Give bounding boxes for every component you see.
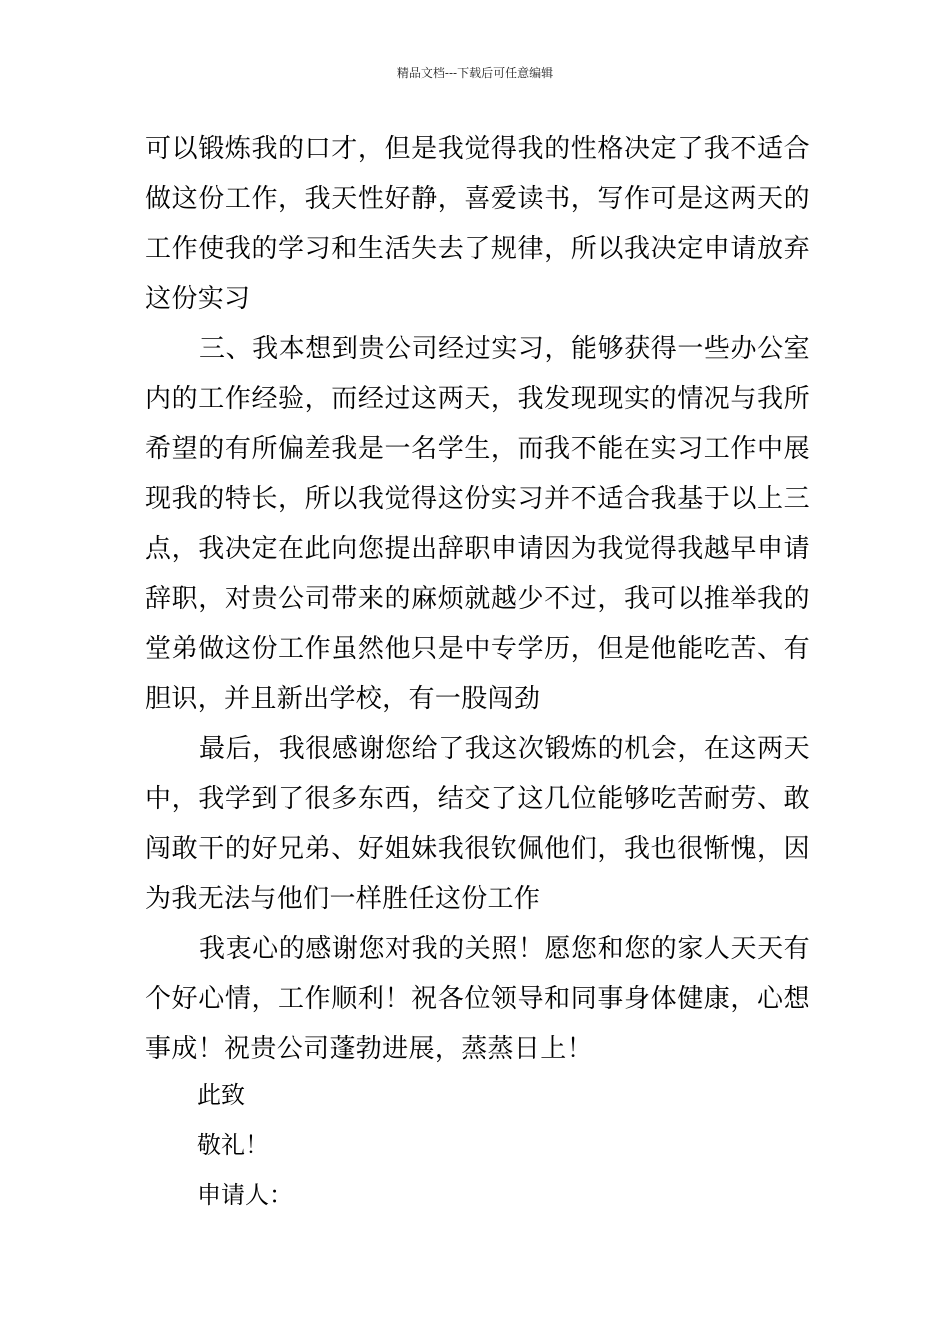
closing-regards: 敬礼！: [197, 1131, 269, 1159]
closing-salutation: 此致: [197, 1081, 245, 1109]
paragraph-wishes: 我衷心的感谢您对我的关照！愿您和您的家人天天有个好心情，工作顺利！祝各位领导和同事身体健康，心想事成！祝贵公司蓬勃进展，蒸蒸日上！: [145, 934, 810, 1064]
letter-closing: [197, 1070, 293, 1220]
page-header: 精品文档---下载后可任意编辑: [396, 66, 554, 80]
letter-body: [145, 124, 810, 1074]
paragraph-continuation: 可以锻炼我的口才，但是我觉得我的性格决定了我不适合做这份工作，我天性好静，喜爱读书，写作可是这两天的工作使我的学习和生活失去了规律，所以我决定申请放弃这份实习: [145, 134, 810, 314]
paragraph-point-three: 三、我本想到贵公司经过实习，能够获得一些办公室内的工作经验，而经过这两天，我发现现实的情况与我所希望的有所偏差我是一名学生，而我不能在实习工作中展现我的特长，所以我觉得这份实习并不适合我基于以上三点，我决定在此向您提出辞职申请因为我觉得我越早申请辞职，对贵公司带来的麻烦就越少不过，我可以推举我的堂弟做这份工作虽然他只是中专学历，但是他能吃苦、有胆识，并且新出学校，有一股闯劲: [145, 334, 810, 714]
applicant-label: 申请人：: [197, 1181, 293, 1209]
paragraph-gratitude: 最后，我很感谢您给了我这次锻炼的机会，在这两天中，我学到了很多东西，结交了这几位能够吃苦耐劳、敢闯敢干的好兄弟、好姐妹我很钦佩他们，我也很惭愧，因为我无法与他们一样胜任这份工作: [145, 734, 810, 914]
